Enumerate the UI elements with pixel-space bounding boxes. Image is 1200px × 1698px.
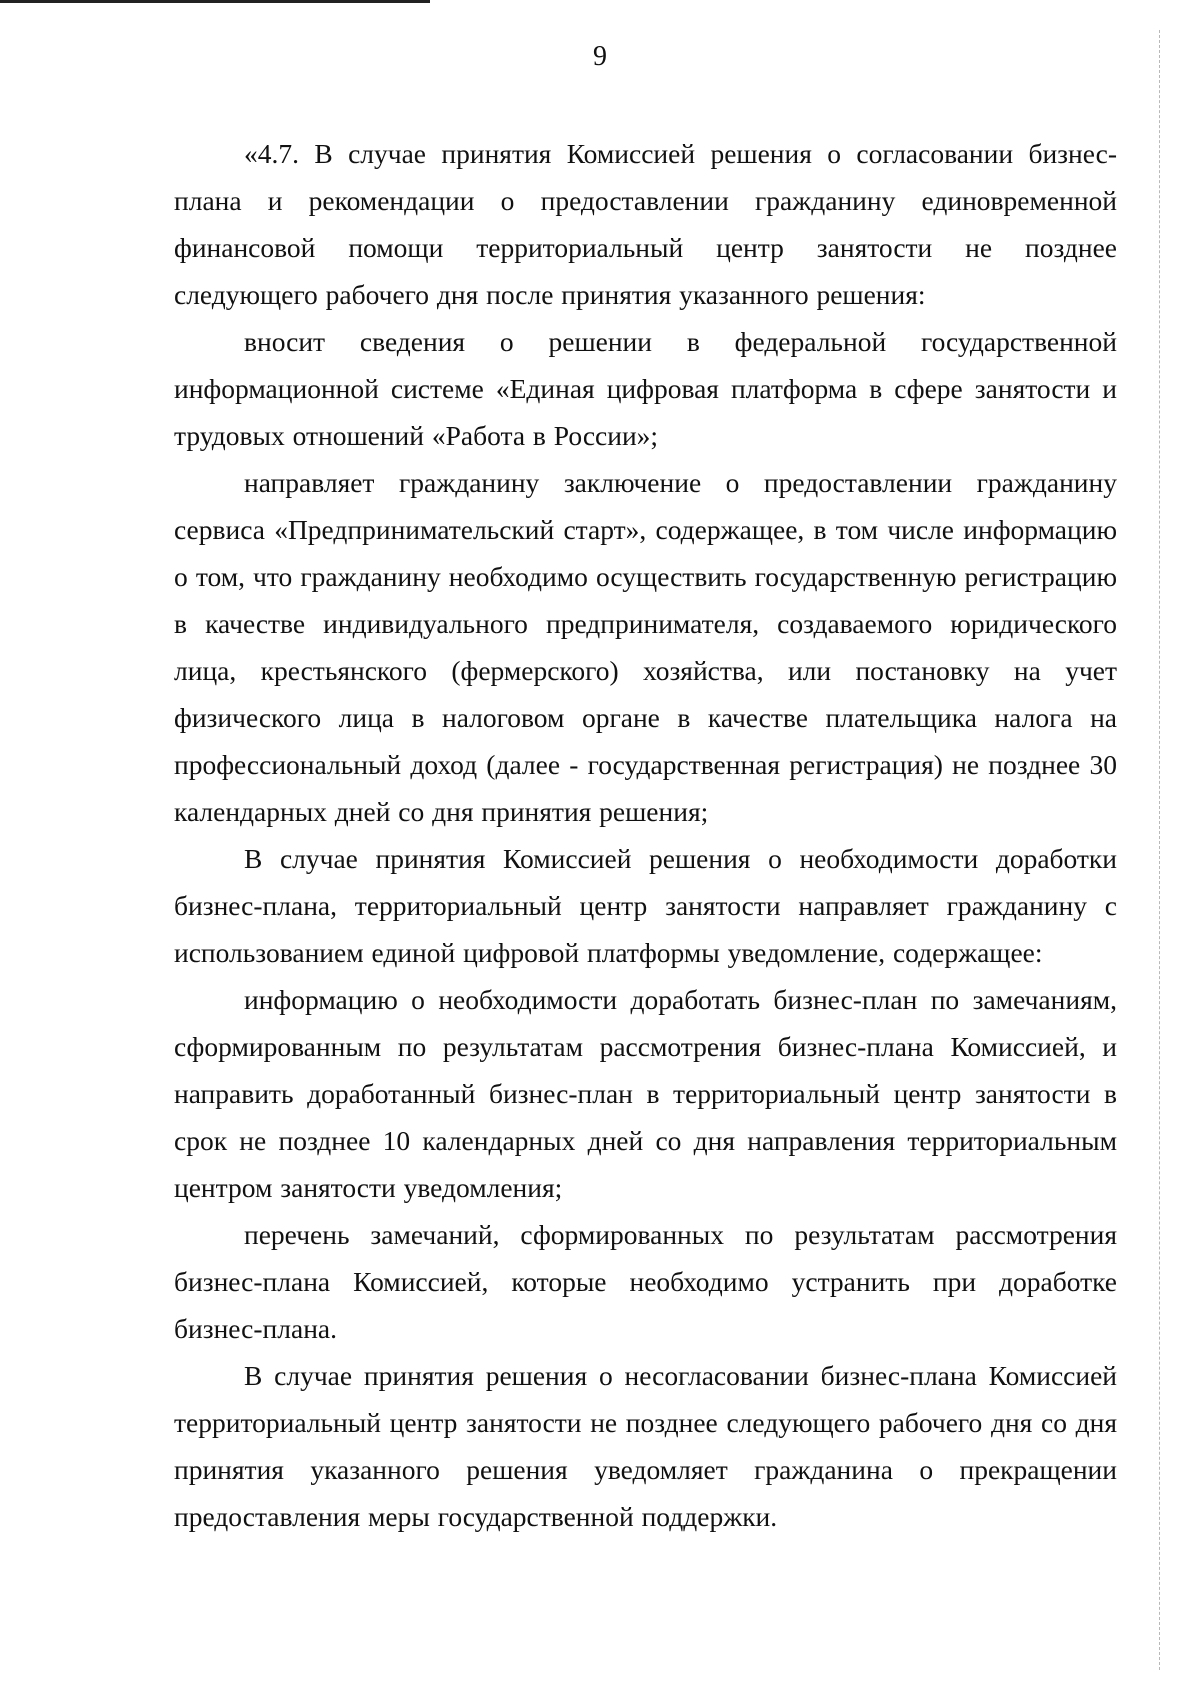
paragraph-4-7-intro: «4.7. В случае принятия Комиссией решения о согласовании бизнес-плана и рекомендации о предоставлении гражданину единовременной финансовой помощи территориальный центр занятости не позднее следующего рабочего дня после принятия указанного решения:: [174, 138, 1117, 310]
paragraph-enter-info: вносит сведения о решении в федеральной государственной информационной системе «Единая цифровая платформа в сфере занятости и трудовых отношений «Работа в России»;: [174, 326, 1117, 451]
document-body: [174, 130, 1117, 1540]
page-number: 9: [593, 41, 607, 72]
paragraph-remarks-list: перечень замечаний, сформированных по результатам рассмотрения бизнес-плана Комиссией, которые необходимо устранить при доработке бизнес-плана.: [174, 1219, 1117, 1344]
paragraph-revision-case: В случае принятия Комиссией решения о необходимости доработки бизнес-плана, территориальный центр занятости направляет гражданину с использованием единой цифровой платформы уведомление, содержащее:: [174, 843, 1117, 968]
scan-edge-marks: [1159, 30, 1160, 1670]
paragraph-rejection-case: В случае принятия решения о несогласовании бизнес-плана Комиссией территориальный центр занятости не позднее следующего рабочего дня со дня принятия указанного решения уведомляет гражданина о прекращении предоставления меры государственной поддержки.: [174, 1360, 1117, 1532]
paragraph-send-conclusion: направляет гражданину заключение о предоставлении гражданину сервиса «Предпринимательский старт», содержащее, в том числе информацию о том, что гражданину необходимо осуществить государственную регистрацию в качестве индивидуального предпринимателя, создаваемого юридического лица, крестьянского (фермерского) хозяйства, или постановку на учет физического лица в налоговом органе в качестве плательщика налога на профессиональный доход (далее - государственная регистрация) не позднее 30 календарных дней со дня принятия решения;: [174, 467, 1117, 827]
scan-top-rule: [0, 0, 430, 3]
paragraph-revision-info: информацию о необходимости доработать бизнес-план по замечаниям, сформированным по результатам рассмотрения бизнес-плана Комиссией, и направить доработанный бизнес-план в территориальный центр занятости в срок не позднее 10 календарных дней со дня направления территориальным центром занятости уведомления;: [174, 984, 1117, 1203]
